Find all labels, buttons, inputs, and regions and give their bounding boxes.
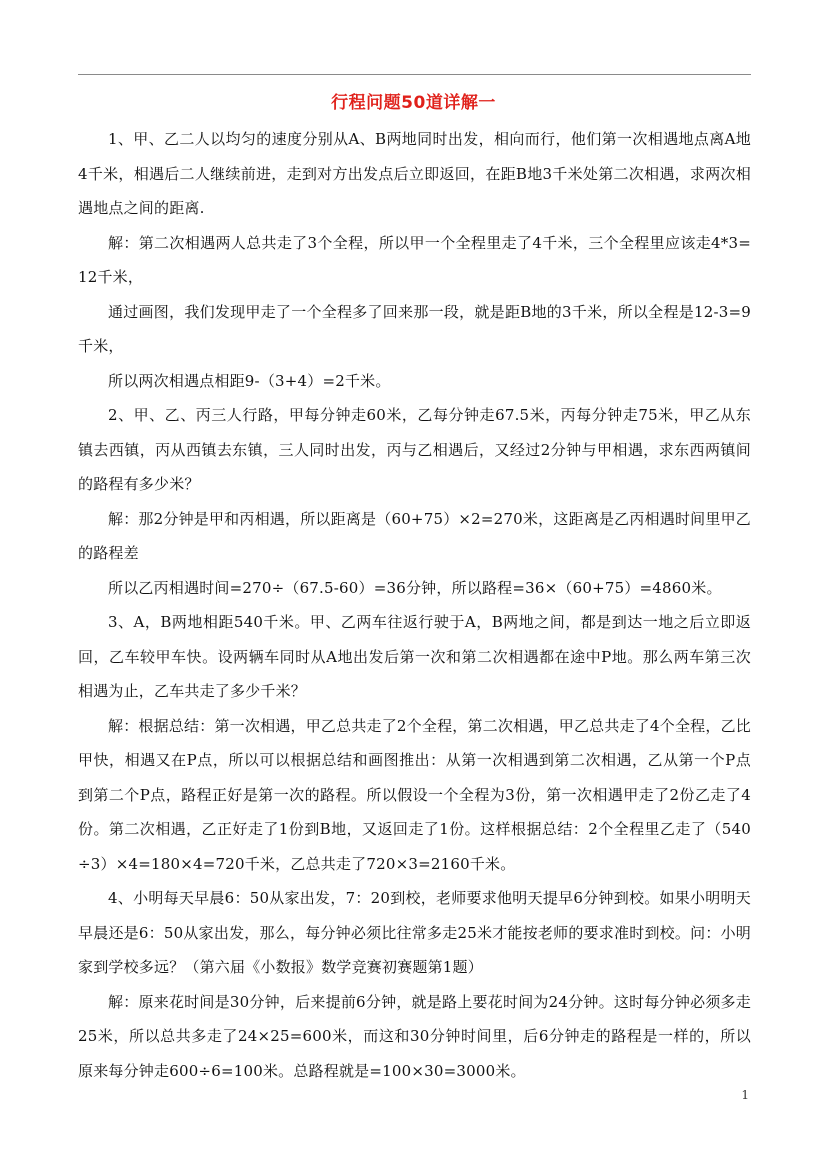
- problem-4-solution: 解：原来花时间是30分钟，后来提前6分钟，就是路上要花时间为24分钟。这时每分钟必须多走25米，所以总共多走了24×25=600米，而这和30分钟时间里，后6分钟走的路程是一样的，所以原来每分钟走600÷6=100米。总路程就是=100×30=3000米。: [78, 992, 751, 1080]
- problem-3-question: 3、A，B两地相距540千米。甲、乙两车往返行驶于A，B两地之间，都是到达一地之后立即返回，乙车较甲车快。设两辆车同时从A地出发后第一次和第二次相遇都在途中P地。那么两车第三次相遇为止，乙车共走了多少千米？: [78, 613, 751, 700]
- document-title: 行程问题50道详解一: [331, 93, 496, 113]
- problem-1-solution: 解：第二次相遇两人总共走了3个全程，所以甲一个全程里走了4千米，三个全程里应该走4*3=12千米，: [78, 233, 751, 286]
- document-body: [78, 122, 751, 1088]
- problem-1-solution-step: 通过画图，我们发现甲走了一个全程多了回来那一段，就是距B地的3千米，所以全程是12-3=9千米，: [78, 302, 751, 355]
- page-number: 1: [741, 1088, 749, 1102]
- problem-4-question: 4、小明每天早晨6：50从家出发，7：20到校，老师要求他明天提早6分钟到校。如果小明明天早晨还是6：50从家出发，那么，每分钟必须比往常多走25米才能按老师的要求准时到校。问：小明家到学校多远？（第六届《小数报》数学竞赛初赛题第1题）: [78, 889, 751, 976]
- problem-1-answer: 所以两次相遇点相距9-（3+4）=2千米。: [108, 371, 391, 390]
- problem-2-question: 2、甲、乙、丙三人行路，甲每分钟走60米，乙每分钟走67.5米，丙每分钟走75米，甲乙从东镇去西镇，丙从西镇去东镇，三人同时出发，丙与乙相遇后，又经过2分钟与甲相遇，求东西两镇间的路程有多少米？: [78, 406, 751, 493]
- problem-3-solution: 解：根据总结：第一次相遇，甲乙总共走了2个全程，第二次相遇，甲乙总共走了4个全程，乙比甲快，相遇又在P点，所以可以根据总结和画图推出：从第一次相遇到第二次相遇，乙从第一个P点到第二个P点，路程正好是第一次的路程。所以假设一个全程为3份，第一次相遇甲走了2份乙走了4份。第二次相遇，乙正好走了1份到B地，又返回走了1份。这样根据总结：2个全程里乙走了（540÷3）×4=180×4=720千米，乙总共走了720×3=2160千米。: [78, 716, 751, 873]
- problem-1-question: 1、甲、乙二人以均匀的速度分别从A、B两地同时出发，相向而行，他们第一次相遇地点离A地4千米，相遇后二人继续前进，走到对方出发点后立即返回，在距B地3千米处第二次相遇，求两次相遇地点之间的距离.: [78, 130, 751, 217]
- problem-2-solution: 解：那2分钟是甲和丙相遇，所以距离是（60+75）×2=270米，这距离是乙丙相遇时间里甲乙的路程差: [78, 509, 751, 562]
- problem-2-answer: 所以乙丙相遇时间=270÷（67.5-60）=36分钟，所以路程=36×（60+75）=4860米。: [108, 578, 722, 597]
- header-rule: [78, 74, 751, 75]
